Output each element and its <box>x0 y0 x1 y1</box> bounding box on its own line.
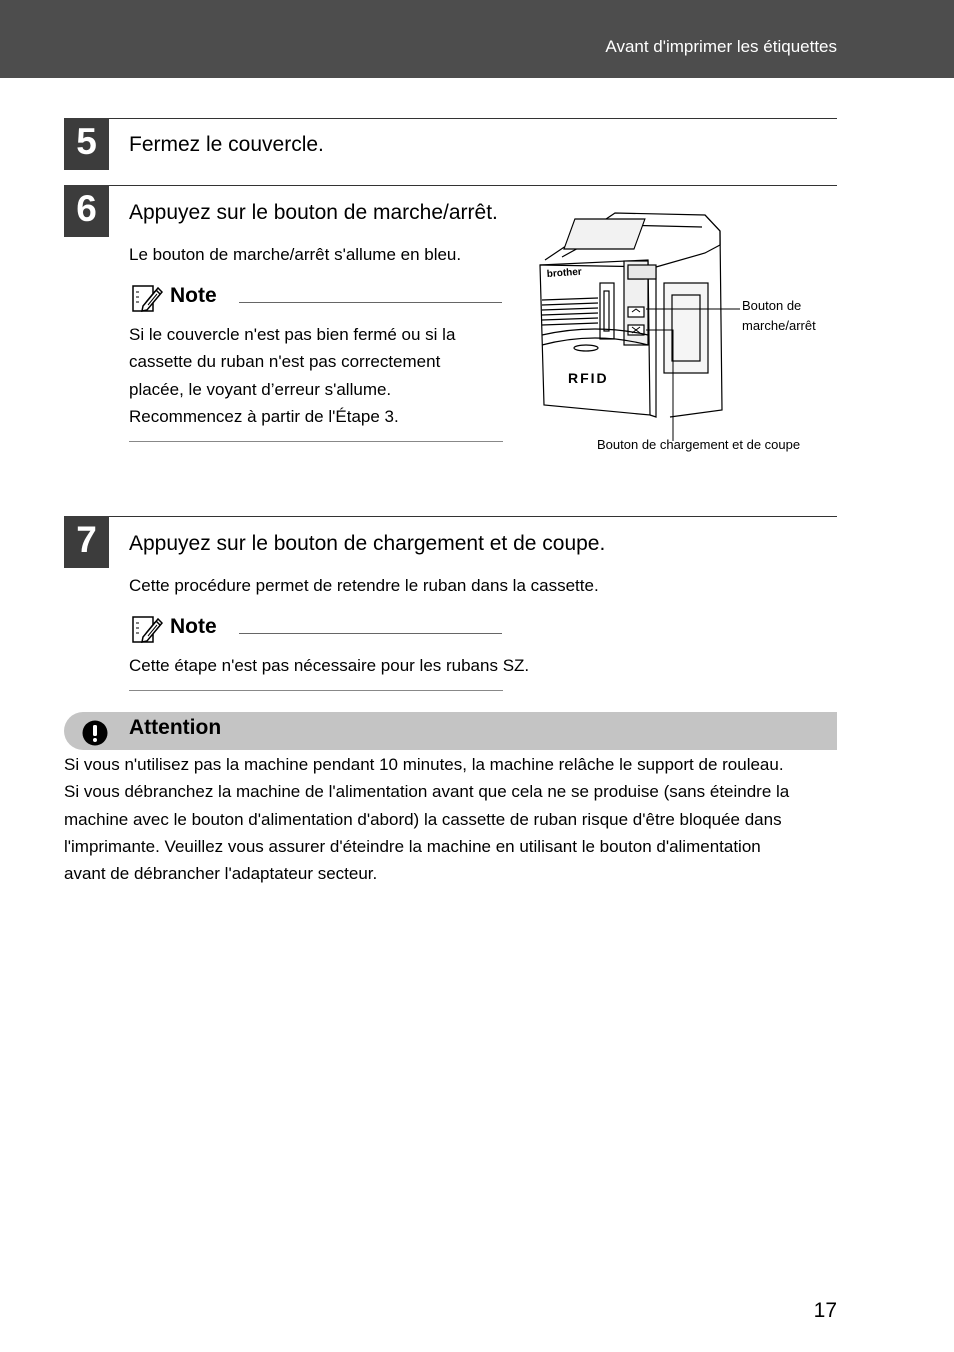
attention-line: l'imprimante. Veuillez vous assurer d'éteindre la machine en utilisant le bouton d'alimentation <box>64 836 761 856</box>
note-label: Note <box>170 615 217 638</box>
note-body <box>129 652 530 679</box>
note-end-rule <box>129 441 503 442</box>
note-line: placée, le voyant d’erreur s'allume. <box>129 379 392 399</box>
note-divider <box>239 633 502 634</box>
attention-title: Attention <box>129 716 222 739</box>
section-title: Avant d'imprimer les étiquettes <box>605 37 837 56</box>
step-7-number: 7 <box>64 516 109 568</box>
page-header <box>0 0 954 78</box>
step-5-rule <box>108 118 837 119</box>
note-pencil-icon <box>131 282 163 314</box>
printer-brand-text: brother <box>546 266 583 280</box>
note-line: cassette du ruban n'est pas correctement <box>129 352 441 372</box>
note-end-rule <box>129 690 503 691</box>
step-5-number: 5 <box>64 118 109 170</box>
note-heading <box>131 282 502 316</box>
attention-line: Si vous débranchez la machine de l'alimentation avant que cela ne se produise (sans éteindre la <box>64 782 790 802</box>
step-5-title: Fermez le couvercle. <box>129 133 324 156</box>
power-label-line: Bouton de <box>742 298 802 313</box>
step-6-text: Le bouton de marche/arrêt s'allume en bleu. <box>129 245 462 264</box>
step-6-number: 6 <box>64 185 109 237</box>
cut-button-label: Bouton de chargement et de coupe <box>597 437 801 452</box>
attention-line: Si vous n'utilisez pas la machine pendant 10 minutes, la machine relâche le support de rouleau. <box>64 755 784 774</box>
attention-line: avant de débrancher l'adaptateur secteur. <box>64 864 378 884</box>
note-label: Note <box>170 284 217 307</box>
exclamation-icon <box>82 720 108 746</box>
note-line: Si le couvercle n'est pas bien fermé ou si la <box>129 325 456 344</box>
note-line: Recommencez à partir de l'Étape 3. <box>129 406 399 426</box>
note-heading <box>131 613 502 647</box>
step-7-title: Appuyez sur le bouton de chargement et de coupe. <box>129 532 606 555</box>
printer-illustration <box>530 205 830 460</box>
attention-heading <box>64 712 837 750</box>
step-6-rule <box>108 185 837 186</box>
step-7-rule <box>108 516 837 517</box>
power-button-label <box>742 296 816 336</box>
step-7-text: Cette procédure permet de retendre le ruban dans la cassette. <box>129 576 599 595</box>
page-number: 17 <box>813 1299 837 1322</box>
power-label-line: marche/arrêt <box>742 318 816 333</box>
note-divider <box>239 302 502 303</box>
note-body <box>129 321 509 430</box>
attention-body <box>64 751 844 887</box>
step-6-title: Appuyez sur le bouton de marche/arrêt. <box>129 201 498 224</box>
note-pencil-icon <box>131 613 163 645</box>
note-line: Cette étape n'est pas nécessaire pour les rubans SZ. <box>129 656 530 675</box>
attention-line: machine avec le bouton d'alimentation d'abord) la cassette de ruban risque d'être bloquée dans <box>64 809 782 829</box>
printer-rfid-text: RFID <box>568 370 609 386</box>
